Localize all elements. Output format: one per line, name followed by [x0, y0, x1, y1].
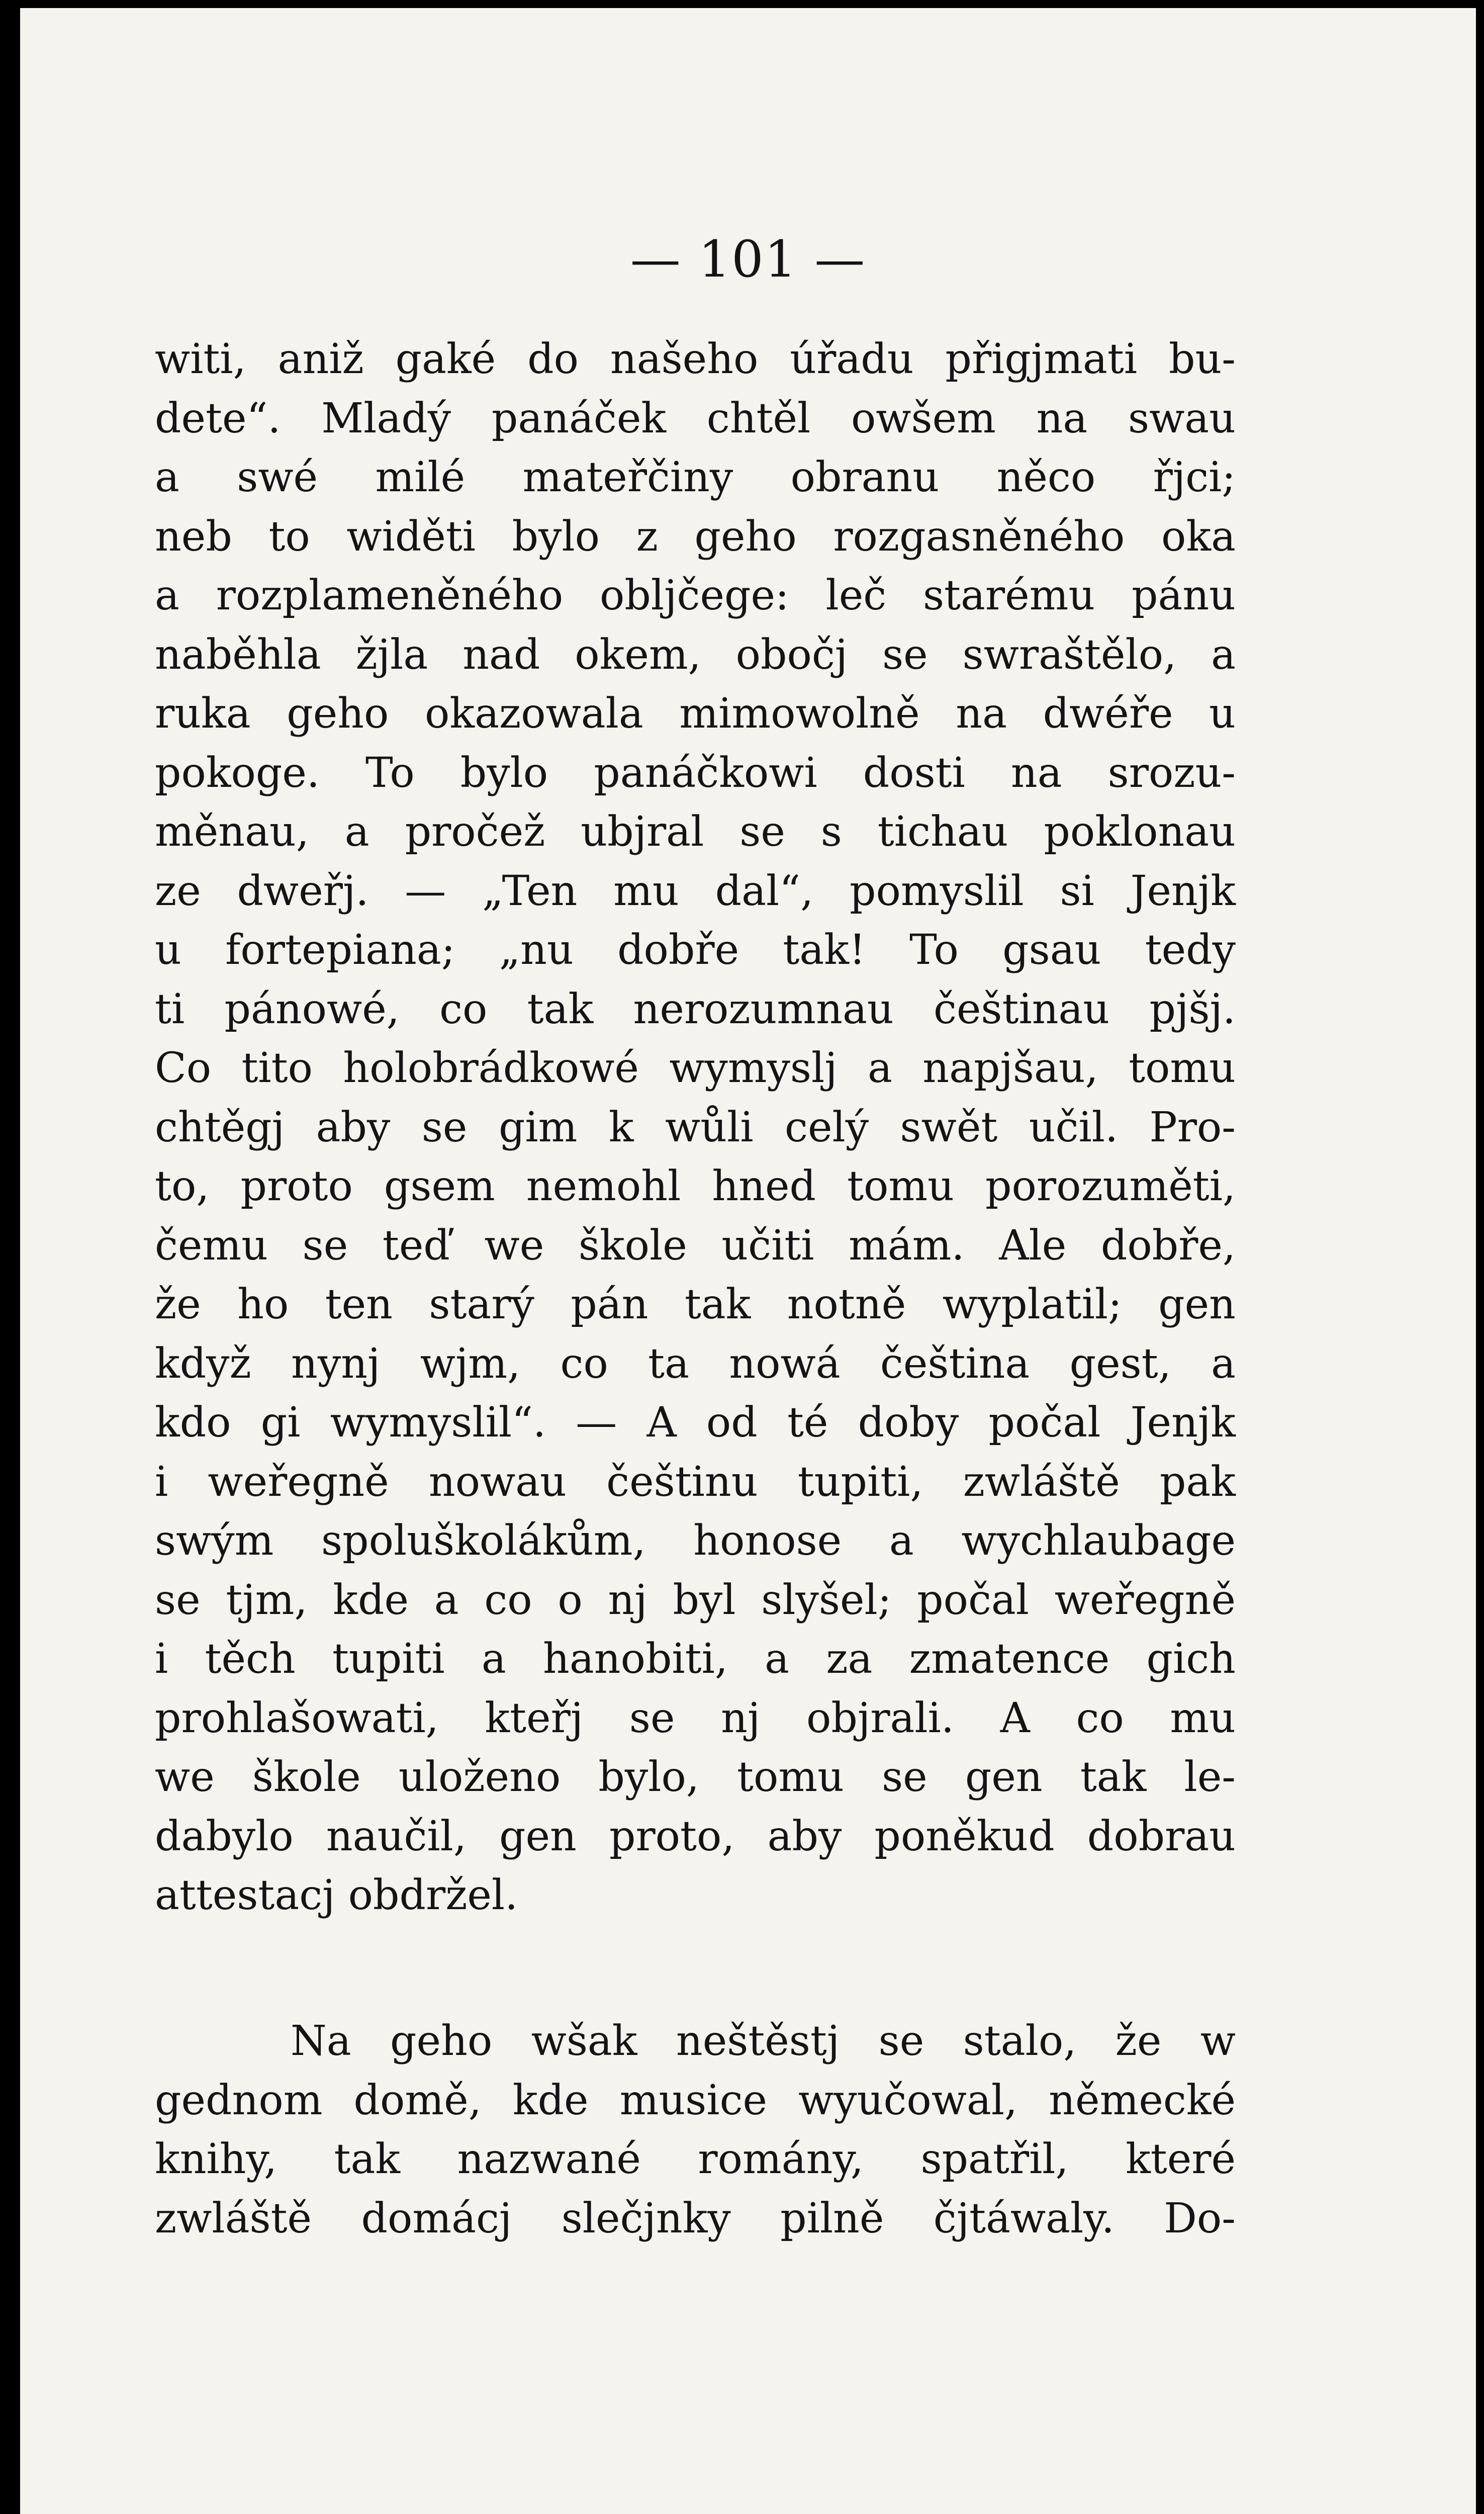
paragraph-1 — [155, 330, 1236, 1925]
text-line: neb to widěti bylo z geho rozgasněného oka — [155, 512, 1236, 561]
text-line: ruka geho okazowala mimowolně na dwéře u — [155, 690, 1236, 738]
text-line: prohlašowati, kteřj se nj objrali. A co mu — [155, 1694, 1236, 1742]
text-line: we škole uloženo bylo, tomu se gen tak le- — [155, 1753, 1236, 1801]
text-line: witi, aniž gaké do našeho úřadu přigjmati bu- — [155, 335, 1236, 383]
text-line: ze dweřj. — „Ten mu dal“, pomyslil si Jenjk — [155, 867, 1236, 915]
text-line: naběhla žjla nad okem, obočj se swraštělo, a — [155, 631, 1236, 679]
text-line: attestacj obdržel. — [155, 1871, 518, 1919]
text-line: čemu se teď we škole učiti mám. Ale dobře, — [155, 1221, 1236, 1270]
text-line: i těch tupiti a hanobiti, a za zmatence gich — [155, 1635, 1236, 1683]
text-line: kdo gi wymyslil“. — A od té doby počal Jenjk — [155, 1399, 1236, 1447]
text-line: dete“. Mladý panáček chtěl owšem na swau — [155, 394, 1236, 442]
book-page — [20, 8, 1476, 2514]
text-line: to, proto gsem nemohl hned tomu porozuměti, — [155, 1162, 1236, 1210]
text-line: že ho ten starý pán tak notně wyplatil; gen — [155, 1281, 1236, 1328]
text-line: a rozplameněného obljčege: leč starému pánu — [155, 572, 1236, 619]
text-line: měnau, a pročež ubjral se s tichau poklonau — [155, 808, 1236, 856]
text-line: i weřegně nowau češtinu tupiti, zwláště pak — [155, 1458, 1236, 1506]
text-line: se tjm, kde a co o nj byl slyšel; počal weřegně — [155, 1576, 1236, 1624]
paragraph-2 — [155, 2012, 1236, 2248]
text-line: knihy, tak nazwané romány, spatřil, které — [155, 2135, 1236, 2183]
text-line: chtěgj aby se gim k wůli celý swět učil. Pro- — [155, 1103, 1236, 1151]
text-line: ti pánowé, co tak nerozumnau češtinau pjšj. — [155, 985, 1236, 1033]
text-line: Co tito holobrádkowé wymyslj a napjšau, tomu — [155, 1044, 1236, 1092]
text-line: když nynj wjm, co ta nowá čeština gest, a — [155, 1339, 1236, 1388]
text-line: pokoge. To bylo panáčkowi dosti na srozu- — [155, 749, 1236, 797]
text-line: gednom domě, kde musice wyučowal, německé — [155, 2076, 1236, 2124]
text-line: zwláště domácj slečjnky pilně čjtáwaly. Do- — [155, 2194, 1236, 2242]
text-line: a swé milé mateřčiny obranu něco řjci; — [155, 454, 1236, 501]
text-line: dabylo naučil, gen proto, aby poněkud dobrau — [155, 1812, 1236, 1860]
page-number: — 101 — — [630, 230, 866, 289]
text-line: u fortepiana; „nu dobře tak! To gsau tedy — [155, 926, 1236, 974]
text-line: Na geho wšak neštěstj se stalo, že w — [291, 2017, 1236, 2065]
text-line: swým spoluškolákům, honose a wychlaubage — [155, 1517, 1236, 1565]
